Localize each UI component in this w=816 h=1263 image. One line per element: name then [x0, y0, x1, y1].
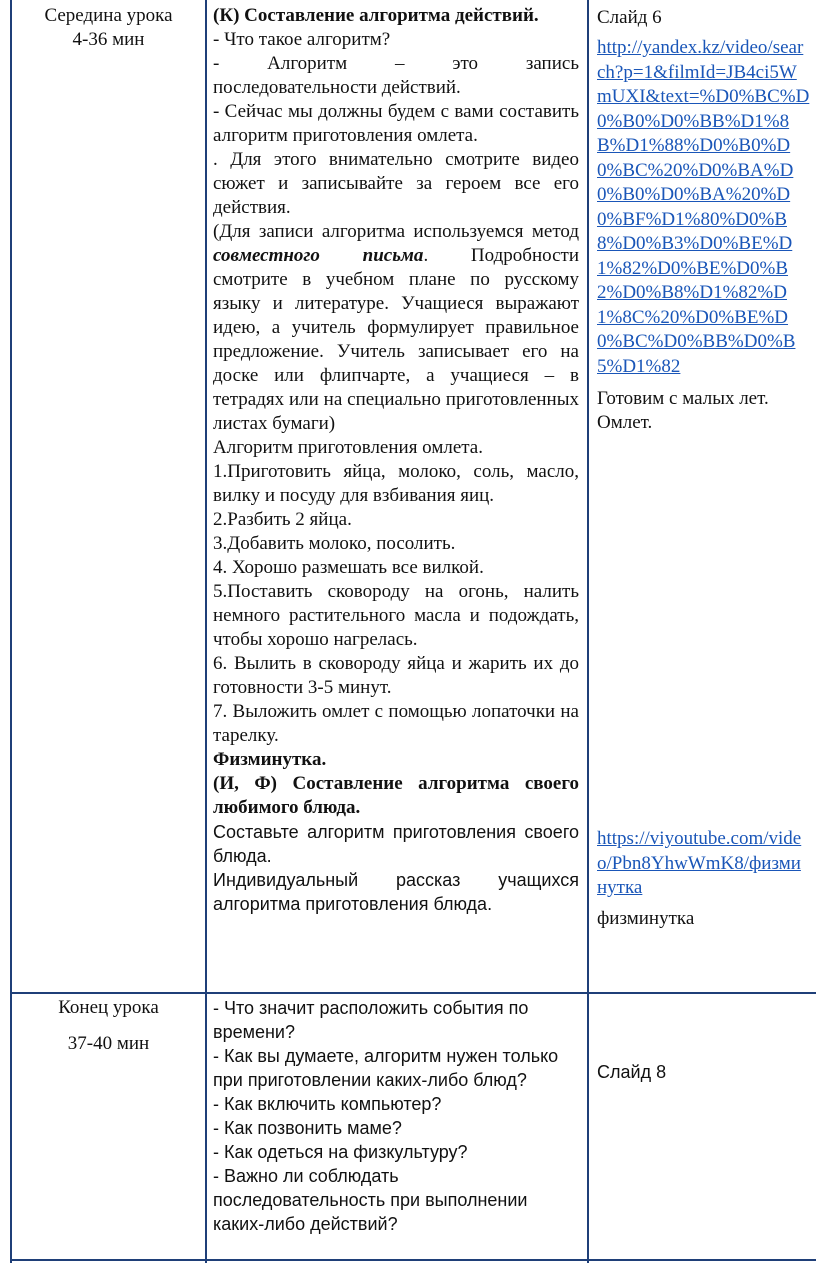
algorithm-step: 5.Поставить сковороду на огонь, налить немного растительного масла и подождать, чтобы хорошо нагрелась.	[213, 581, 579, 650]
fizminutka-heading: Физминутка.	[213, 749, 327, 770]
row1-resources-cell	[597, 6, 811, 435]
row2-resources-cell	[597, 1060, 811, 1084]
fizminutka-caption: физминутка	[597, 907, 695, 929]
algorithm-step: 4. Хорошо размешать все вилкой.	[213, 557, 484, 578]
algorithm-step: 3.Добавить молоко, посолить.	[213, 533, 456, 554]
discussion-question: - Что значит расположить события по времени?	[213, 998, 529, 1042]
grid-line	[10, 0, 12, 1263]
video-title: Готовим с малых лет. Омлет.	[597, 388, 769, 433]
task-text: Составьте алгоритм приготовления своего блюда.	[213, 822, 579, 866]
row1-resources-lower	[597, 827, 811, 931]
method-name: совместного письма	[213, 245, 424, 266]
discussion-question: - Как включить компьютер?	[213, 1094, 442, 1114]
instruction-paragraph: . Для этого внимательно смотрите видео сюжет и записывайте за героем все его действия.	[213, 149, 579, 218]
task-text: Индивидуальный рассказ учащихся алгоритма приготовления блюда.	[213, 870, 579, 914]
algorithm-step: 2.Разбить 2 яйца.	[213, 509, 352, 530]
stage-time: 4-36 мин	[72, 29, 145, 50]
question-text: - Что такое алгоритм?	[213, 29, 391, 50]
fizminutka-link[interactable]: https://viyoutube.com/video/Pbn8YhwWmK8/физминутка	[597, 828, 802, 898]
row2-stage-cell	[12, 996, 205, 1056]
definition-line: последовательности действий.	[213, 77, 461, 98]
grid-line	[10, 1259, 816, 1261]
method-prefix: (Для записи алгоритма используемся метод	[213, 221, 579, 242]
row2-content-cell	[213, 996, 573, 1236]
method-suffix: . Подробности смотрите в учебном плане по русскому языку и литературе. Учащиеся выражают идею, а учитель формулирует правильное предложение. Учитель записывает его на доске или флипчарте, а учащиеся – в тетрадях или на специально приготовленных листах бумаги)	[213, 245, 579, 434]
stage-label: Середина урока	[44, 5, 173, 26]
algorithm-step: 7. Выложить омлет с помощью лопаточки на тарелку.	[213, 701, 579, 746]
discussion-question: - Как одеться на физкультуру?	[213, 1142, 468, 1162]
slide-label: Слайд 6	[597, 7, 662, 28]
slide-label: Слайд 8	[597, 1062, 667, 1082]
algorithm-step: 6. Вылить в сковороду яйца и жарить их до готовности 3-5 минут.	[213, 653, 579, 698]
instruction-paragraph: - Сейчас мы должны будем с вами составить алгоритм приготовления омлета.	[213, 101, 579, 146]
discussion-question: - Как позвонить маме?	[213, 1118, 402, 1138]
grid-line	[587, 0, 589, 1263]
algorithm-title: Алгоритм приготовления омлета.	[213, 437, 483, 458]
video-link[interactable]: http://yandex.kz/video/search?p=1&filmId=JB4ci5WmUXI&text=%D0%BC%D0%B0%D0%BB%D1%8B%D1%88%D0%B0%D0%BC%20%D0%BA%D0%B0%D0%BA%20%D0%BF%D1%80%D0%B8%D0%B3%D0%BE%D1%82%D0%BE%D0%B2%D0%B8%D1%82%D1%8C%20%D0%BE%D0%BC%D0%BB%D0%B5%D1%82	[597, 37, 810, 377]
discussion-question: - Важно ли соблюдать последовательность при выполнении каких-либо действий?	[213, 1166, 528, 1234]
stage-time: 37-40 мин	[67, 1033, 150, 1054]
stage-label: Конец урока	[58, 997, 159, 1018]
definition-line: - Алгоритм – это запись	[213, 53, 579, 74]
algorithm-step: 1.Приготовить яйца, молоко, соль, масло, вилку и посуду для взбивания яиц.	[213, 461, 579, 506]
grid-line	[10, 992, 816, 994]
discussion-question: - Как вы думаете, алгоритм нужен только при приготовлении каких-либо блюд?	[213, 1046, 559, 1090]
grid-line	[205, 0, 207, 1263]
row1-stage-cell	[12, 4, 205, 52]
row1-content-cell	[213, 4, 579, 916]
section-heading: (К) Составление алгоритма действий.	[213, 5, 539, 26]
method-paragraph	[213, 220, 579, 436]
task-heading: (И, Ф) Составление алгоритма своего любимого блюда.	[213, 773, 579, 818]
